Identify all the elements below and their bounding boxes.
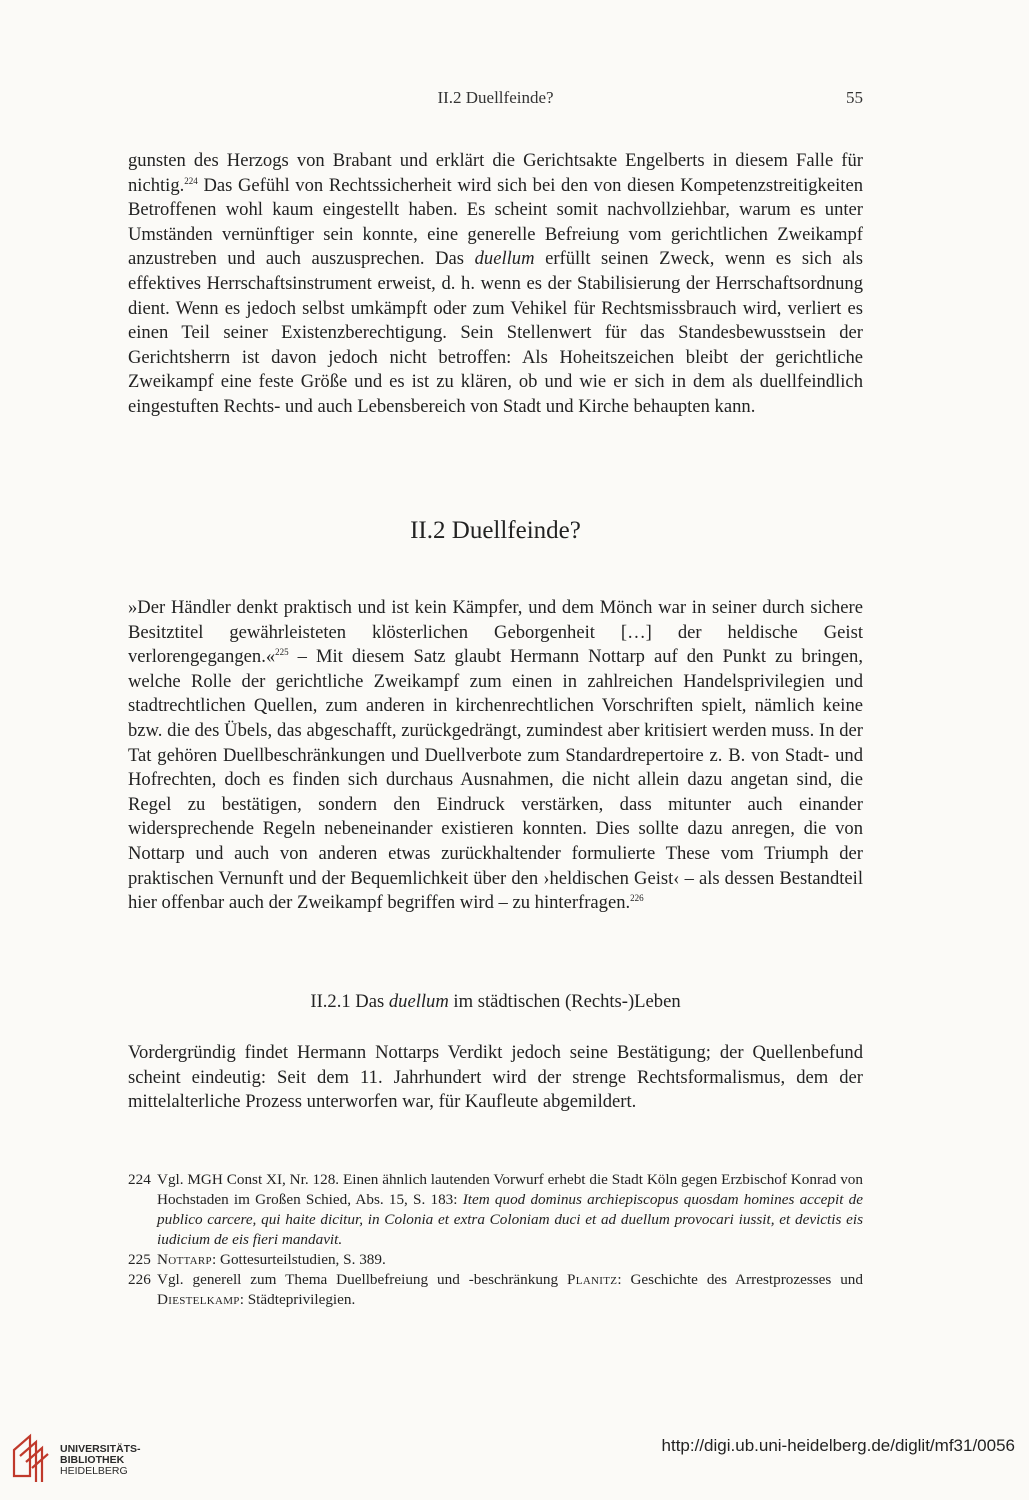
text-span: – Mit diesem Satz glaubt Hermann Nottarp auf den Punkt zu bringen, welche Rolle der gerichtliche Zweikampf zum einen in zahlreichen Handelsprivilegien und stadtrechtlichen Quellen, zum anderen in kirchenrechtlichen Vorschriften spielt, nämlich keine bzw. die des Übels, das abgeschafft, zurückgedrängt, zumindest aber kritisiert werden muss. In der Tat gehören Duellbeschränkungen und Duellverbote zum Standardrepertoire z. B. von Stadt- und Hofrechten, doch es finden sich durchaus Ausnahmen, die nicht allein dazu angetan sind, die Regel zu bestätigen, sondern den Eindruck verstärken, dass mitunter auch einander widersprechende Regeln nebeneinander existieren konnten. Dies sollte dazu anregen, die von Nottarp und auch von anderen etwas zurückhaltender formulierte These vom Triumph der praktischen Vernunft und der Bequemlichkeit über den ›heldischen Geist‹ – als dessen Bestandteil hier offenbar auch der Zweikampf begriffen wird – zu hinterfragen.	[128, 646, 863, 914]
subsection-prefix: II.2.1 Das	[310, 991, 389, 1012]
logo-line-1: UNIVERSITÄTS-	[60, 1443, 141, 1455]
footnote-text: : Geschichte des Arrestprozesses und	[617, 1271, 863, 1288]
footnotes	[128, 1170, 863, 1310]
author-name: Nottarp	[157, 1251, 212, 1268]
page-number: 55	[846, 88, 863, 107]
text-span: Das Gefühl von Rechtssicherheit wird sich bei den von diesen Kompetenzstreitigkeiten Betroffenen wohl kaum eingestellt haben. Es scheint somit nachvollziehbar, warum es unter Umständen vernünftiger sein konnte, eine generelle Befreiung vom gerichtlichen Zweikampf anzustreben und auch auszusprechen. Das	[128, 174, 863, 270]
footnote-text: : Städteprivilegien.	[239, 1291, 356, 1308]
library-logo-icon	[10, 1428, 54, 1484]
subsection-suffix: im städtischen (Rechts-)Leben	[448, 991, 681, 1012]
body-paragraph-1	[128, 149, 863, 420]
footnote-body	[157, 1250, 863, 1270]
running-title: II.2 Duellfeinde?	[437, 88, 554, 107]
footnote-226	[128, 1270, 863, 1310]
footnote-ref-224[interactable]: 224	[184, 175, 198, 186]
footnote-text: Vgl. generell zum Thema Duellbefreiung und -beschränkung	[157, 1271, 568, 1288]
footnote-number: 224	[128, 1171, 151, 1188]
footnote-ref-226[interactable]: 226	[630, 893, 644, 904]
footnote-quote: Item quod dominus archiepiscopus quosdam homines accepit de publico carcere, qui haite dicitur, in Colonia et extra Coloniam duci et ad duellum provocari iussit, et devictis eis iudicium de eis fieri mandavit.	[157, 1191, 863, 1248]
subsection-italic: duellum	[388, 991, 449, 1012]
footnote-text: Vgl. MGH Const XI, Nr. 128. Einen ähnlich lautenden Vorwurf erhebt die Stadt Köln gegen Erzbischof Konrad von Hochstaden im Großen Schied, Abs. 15, S. 183:	[157, 1171, 863, 1208]
footnote-number: 225	[128, 1251, 151, 1268]
running-head	[128, 88, 863, 114]
footnote-body	[157, 1270, 863, 1310]
author-name: Diestelkamp	[157, 1291, 240, 1308]
footnote-number: 226	[128, 1271, 151, 1288]
library-logo-text	[60, 1444, 141, 1477]
footer-url-link[interactable]: http://digi.ub.uni-heidelberg.de/diglit/mf31/0056	[661, 1436, 1015, 1455]
text-span: gunsten des Herzogs von Brabant und erklärt die Gerichtsakte Engelberts in diesem Falle für nichtig.	[128, 150, 863, 196]
body-paragraph-2	[128, 596, 863, 916]
footnote-224	[128, 1170, 863, 1250]
section-heading: II.2 Duellfeinde?	[410, 517, 581, 544]
footnote-225	[128, 1250, 863, 1270]
footnote-text: : Gottesurteilstudien, S. 389.	[211, 1251, 386, 1268]
logo-line-2: BIBLIOTHEK	[60, 1454, 125, 1466]
text-span: »Der Händler denkt praktisch und ist kein Kämpfer, und dem Mönch war in seiner durch sichere Besitztitel gewährleisteten klösterlichen Geborgenheit […] der heldische Geist verlorengegangen.«	[128, 597, 863, 668]
author-name: Planitz	[567, 1271, 618, 1288]
logo-line-3: HEIDELBERG	[60, 1465, 128, 1477]
footnote-body	[157, 1170, 863, 1250]
body-paragraph-3: Vordergründig findet Hermann Nottarps Verdikt jedoch seine Bestätigung; der Quellenbefund scheint eindeutig: Seit dem 11. Jahrhundert wird der strenge Rechtsformalismus, dem der mittelalterliche Prozess unterworfen war, für Kaufleute abgemildert.	[128, 1042, 863, 1113]
footnote-ref-225[interactable]: 225	[275, 647, 289, 658]
subsection-heading	[128, 991, 863, 1013]
library-logo[interactable]	[10, 1428, 170, 1484]
text-span: erfüllt seinen Zweck, wenn es sich als effektives Herrschaftsinstrument erweist, d. h. wenn es der Stabilisierung der Herrschaftsordnung dient. Wenn es jedoch selbst umkämpft oder zum Vehikel für Rechtsmissbrauch wird, verliert es einen Teil seiner Existenzberechtigung. Sein Stellenwert für das Standesbewusstsein der Gerichtsherrn ist davon jedoch nicht betroffen: Als Hoheitszeichen bleibt der gerichtliche Zweikampf eine feste Größe und es ist zu klären, ob und wie er sich in dem als duellfeindlich eingestuften Rechts- und auch Lebensbereich von Stadt und Kirche behaupten kann.	[128, 248, 863, 417]
italic-term: duellum	[474, 248, 535, 270]
